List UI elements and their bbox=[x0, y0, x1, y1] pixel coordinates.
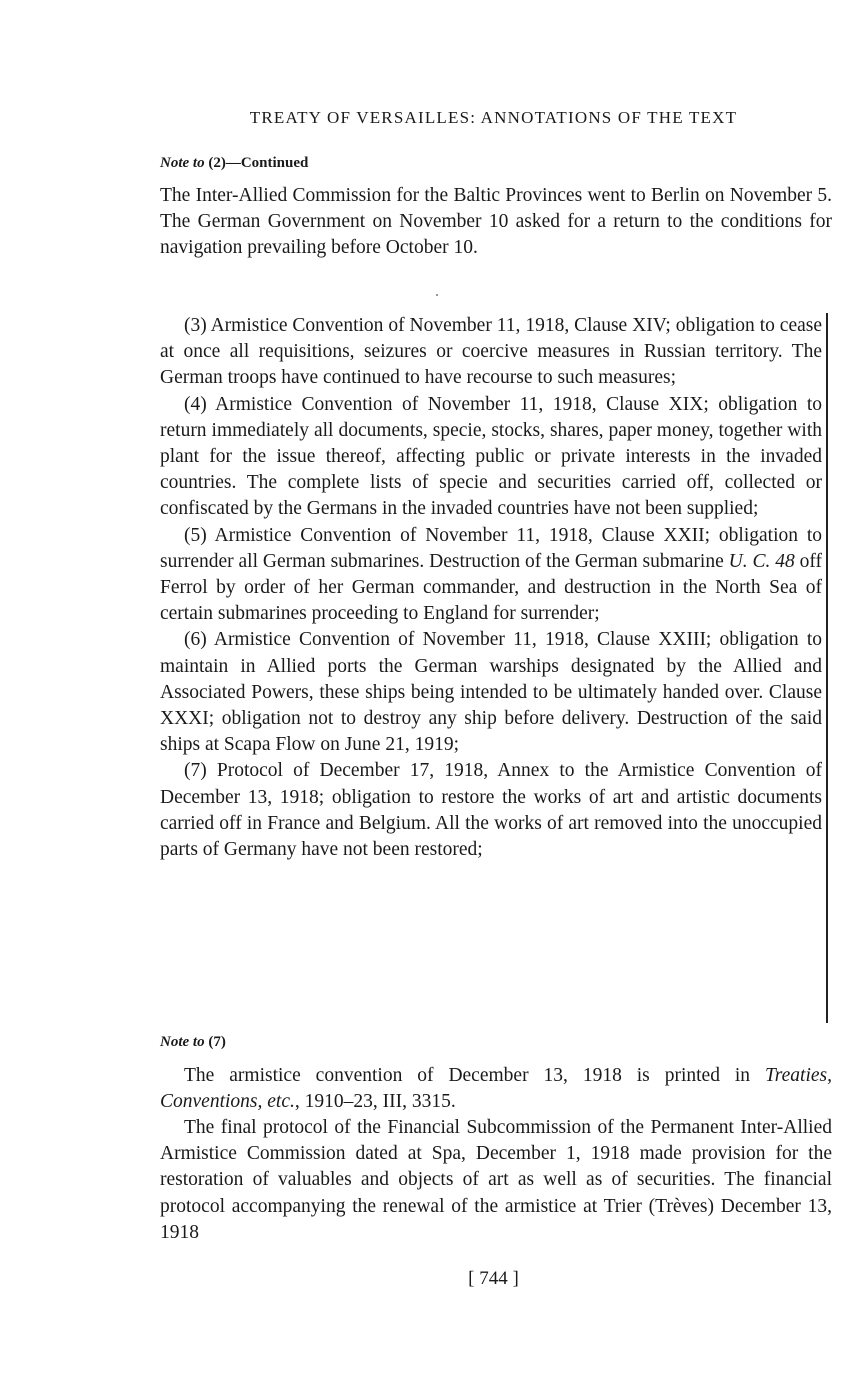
item-5-text-a: (5) Armistice Convention of November 11, 1918, Clause XXII; obligation to surrender all German submarines. Destruction of the German submarine bbox=[160, 524, 822, 572]
publication-title: Treaties, Conventions, etc. bbox=[160, 1065, 832, 1113]
note-label: Note to bbox=[160, 155, 205, 171]
article-item-4: (4) Armistice Convention of November 11, 1918, Clause XIX; obligation to return immediately all documents, specie, stocks, shares, paper money, together with plant for the issue thereof, affecting public or private interests in the invaded countries. The complete lists of specie and securities carried off, collected or confiscated by the Germans in the invaded countries have not been supplied; bbox=[160, 393, 822, 520]
article-item-3: (3) Armistice Convention of November 11, 1918, Clause XIV; obligation to cease at once all requisitions, seizures or coercive measures in Russian territory. The German troops have continued to have recourse to such measures; bbox=[160, 315, 822, 389]
note-label: Note to bbox=[160, 1034, 205, 1050]
note-2-paragraph: The Inter-Allied Commission for the Baltic Provinces went to Berlin on November 5. The German Government on November 10 asked for a return to the conditions for navigation prevailing before October 10. bbox=[160, 185, 832, 259]
article-item-7: (7) Protocol of December 17, 1918, Annex to the Armistice Convention of December 13, 1918; obligation to restore the works of art and artistic documents carried off in France and Belgium. All the works of art removed into the unoccupied parts of Germany have not been restored; bbox=[160, 760, 822, 861]
treaty-article-block bbox=[160, 313, 822, 863]
p1-text-b: , 1910–23, III, 3315. bbox=[294, 1091, 456, 1113]
margin-rule bbox=[826, 313, 828, 1023]
p1-text-a: The armistice convention of December 13, 1918 is printed in bbox=[184, 1065, 765, 1086]
speck bbox=[436, 294, 438, 296]
note-ref: (7) bbox=[204, 1034, 226, 1050]
note-7-paragraph-1 bbox=[160, 1063, 832, 1115]
article-item-6: (6) Armistice Convention of November 11, 1918, Clause XXIII; obligation to maintain in Allied ports the German warships designated by the Allied and Associated Powers, these ships being intended to be ultimately handed over. Clause XXXI; obligation not to destroy any ship before delivery. Destruction of the said ships at Scapa Flow on June 21, 1919; bbox=[160, 629, 822, 756]
note-heading-2 bbox=[160, 155, 308, 172]
article-item-5 bbox=[160, 523, 822, 628]
note-heading-7 bbox=[160, 1034, 226, 1051]
page-number: [ 744 ] bbox=[468, 1268, 519, 1289]
note-7-paragraph-2: The final protocol of the Financial Subcommission of the Permanent Inter-Allied Armistice Commission dated at Spa, December 1, 1918 made provision for the restoration of valuables and objects of art as well as of securities. The financial protocol accompanying the renewal of the armistice at Trier (Trèves) December 13, 1918 bbox=[160, 1117, 832, 1243]
running-header: TREATY OF VERSAILLES: ANNOTATIONS OF THE TEXT bbox=[249, 108, 738, 127]
note-ref: (2)—Continued bbox=[204, 155, 309, 171]
submarine-name: U. C. 48 bbox=[728, 550, 795, 572]
item-5-text-b: off Ferrol by order of her German commander, and destruction in the North Sea of certain submarines proceeding to England for surrender; bbox=[160, 550, 822, 625]
